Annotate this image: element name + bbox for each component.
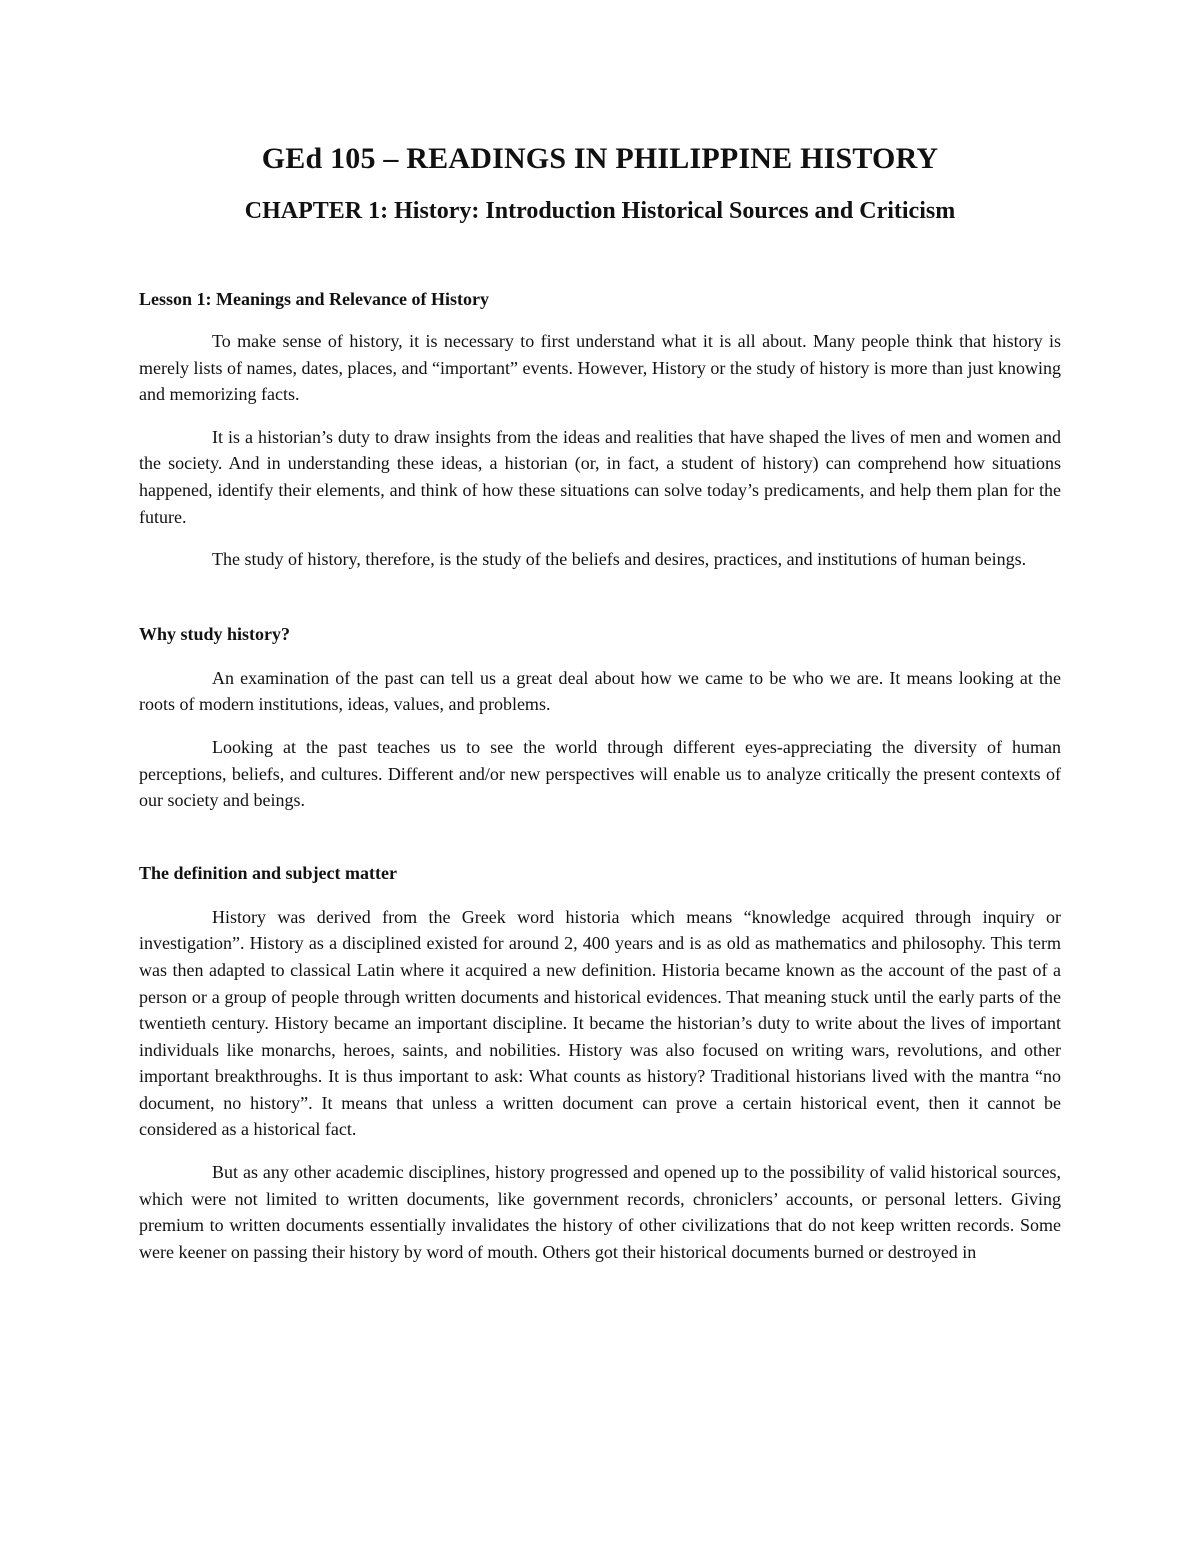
paragraph: Looking at the past teaches us to see the world through different eyes-appreciating the diversity of human perceptions, beliefs, and cultures. Different and/or new perspectives will enable us to analyze critically the present contexts of our society and beings. xyxy=(139,736,1061,811)
paragraph: An examination of the past can tell us a great deal about how we came to be who we are. It means looking at the roots of modern institutions, ideas, values, and problems. xyxy=(139,667,1061,715)
section-heading-definition: The definition and subject matter xyxy=(139,862,397,883)
chapter-title: CHAPTER 1: History: Introduction Historical Sources and Criticism xyxy=(244,198,956,224)
paragraph: It is a historian’s duty to draw insights from the ideas and realities that have shaped the lives of men and women and the society. And in understanding these ideas, a historian (or, in fact, a student of history) can comprehend how situations happened, identify their elements, and think of how these situations can solve today’s predicaments, and help them plan for the future. xyxy=(139,426,1061,527)
paragraph: To make sense of history, it is necessary to first understand what it is all about. Many people think that history is merely lists of names, dates, places, and “important” events. However, History or the study of history is more than just knowing and memorizing facts. xyxy=(139,331,1061,405)
section-heading-why-study: Why study history? xyxy=(139,623,291,644)
paragraph: The study of history, therefore, is the study of the beliefs and desires, practices, and institutions of human beings. xyxy=(212,549,1027,570)
lesson-heading: Lesson 1: Meanings and Relevance of History xyxy=(139,289,489,309)
paragraph: History was derived from the Greek word historia which means “knowledge acquired through inquiry or investigation”. History as a disciplined existed for around 2, 400 years and is as old as mathematics and philosophy. This term was then adapted to classical Latin where it acquired a new definition. Historia became known as the account of the past of a person or a group of people through written documents and historical evidences. That meaning stuck until the early parts of the twentieth century. History became an important discipline. It became the historian’s duty to write about the lives of important individuals like monarchs, heroes, saints, and nobilities. History was also focused on writing wars, revolutions, and other important breakthroughs. It is thus important to ask: What counts as history? Traditional historians lived with the mantra “no document, no history”. It means that unless a written document can prove a certain historical event, then it cannot be considered as a historical fact. xyxy=(139,906,1061,1140)
document-body xyxy=(139,286,1061,1265)
paragraph: But as any other academic disciplines, history progressed and opened up to the possibility of valid historical sources, which were not limited to written documents, like government records, chroniclers’ accounts, or personal letters. Giving premium to written documents essentially invalidates the history of other civilizations that do not keep written records. Some were keener on passing their history by word of mouth. Others got their historical documents burned or destroyed in xyxy=(139,1162,1061,1262)
document-title: GEd 105 – READINGS IN PHILIPPINE HISTORY xyxy=(261,142,939,175)
